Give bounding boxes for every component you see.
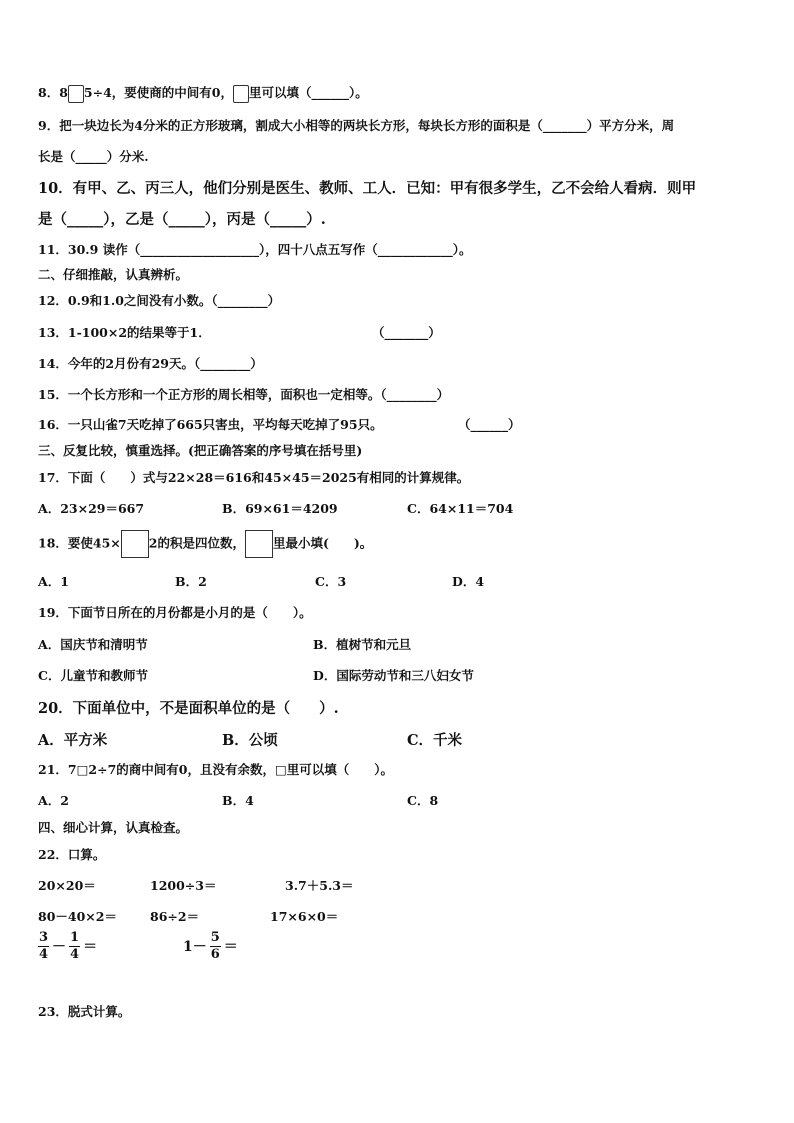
question-16: 16．一只山雀7天吃掉了665只害虫，平均每天吃掉了95只。 [38,417,383,432]
question-15: 15．一个长方形和一个正方形的周长相等，面积也一定相等。（________） [38,387,450,402]
question-20-option-c[interactable]: C．千米 [407,732,463,749]
question-21-option-b[interactable]: B．4 [222,793,254,808]
question-9-line-1: 9．把一块边长为4分米的正方形玻璃，割成大小相等的两块长方形，每块长方形的面积是（_______）平方分米，周 [38,118,675,133]
fraction: $\frac{3}{4}$ [39,930,49,962]
oral-calc-item: 3.7＋5.3＝ [285,878,354,893]
question-19-stem: 19．下面节日所在的月份都是小月的是（ ）。 [38,605,312,620]
oral-calc-item: 80－40×2＝ [38,909,117,924]
fraction: $\frac{5}{6}$ [210,930,220,962]
answer-box[interactable] [245,530,273,558]
section-4-heading: 四、细心计算，认真检查。 [38,820,189,835]
question-20-stem: 20．下面单位中，不是面积单位的是（ ）. [38,700,339,717]
question-18-option-c[interactable]: C．3 [315,574,347,589]
section-3-heading: 三、反复比较，慎重选择。(把正确答案的序号填在括号里) [38,443,363,458]
question-11: 11．30.9 读作（___________________），四十八点五写作（____________）。 [38,242,472,257]
question-18-option-b[interactable]: B．2 [175,574,207,589]
question-18-option-d[interactable]: D．4 [452,574,485,589]
question-19-option-c[interactable]: C．儿童节和教师节 [38,668,148,683]
fraction-expression-1: $\frac{3}{4}$ － $\frac{1}{4}$ ＝ [39,930,98,962]
question-17-stem: 17．下面（ ）式与22×28＝616和45×45＝2025有相同的计算规律。 [38,470,470,485]
answer-box[interactable] [68,85,84,103]
section-2-heading: 二、仔细推敲，认真辨析。 [38,267,189,282]
question-21-option-a[interactable]: A．2 [38,793,69,808]
question-17-option-a[interactable]: A．23×29＝667 [38,501,145,516]
question-16-blank: （______） [458,417,521,432]
fraction-expression-2: 1－ $\frac{5}{6}$ ＝ [183,930,238,962]
question-19-option-a[interactable]: A．国庆节和清明节 [38,637,148,652]
question-19-option-b[interactable]: B．植树节和元旦 [313,637,412,652]
question-22-title: 22．口算。 [38,847,106,862]
answer-box[interactable] [233,85,249,103]
question-13-blank: （_______） [372,325,441,340]
question-8: 8．8 5÷4，要使商的中间有0， 里可以填（______）。 [38,83,368,103]
question-18-stem: 18．要使45× 2的积是四位数， 里最小填( )。 [38,530,372,558]
question-18-option-a[interactable]: A．1 [38,574,69,589]
question-10-line-1: 10．有甲、乙、丙三人，他们分别是医生、教师、工人．已知：甲有很多学生，乙不会给人看病．则甲 [38,180,697,197]
answer-box[interactable] [121,530,149,558]
question-19-option-d[interactable]: D．国际劳动节和三八妇女节 [313,668,474,683]
fraction: $\frac{1}{4}$ [70,930,80,962]
oral-calc-item: 17×6×0＝ [270,909,339,924]
oral-calc-item: 20×20＝ [38,878,96,893]
question-23-title: 23．脱式计算。 [38,1004,131,1019]
question-10-line-2: 是（_____），乙是（_____），丙是（_____）. [38,211,326,228]
question-14: 14．今年的2月份有29天。（________） [38,356,263,371]
oral-calc-item: 1200÷3＝ [150,878,217,893]
question-12: 12．0.9和1.0之间没有小数。（________） [38,293,281,308]
question-9-line-2: 长是（_____）分米. [38,149,149,164]
question-20-option-b[interactable]: B．公顷 [222,732,278,749]
question-21-option-c[interactable]: C．8 [407,793,439,808]
question-17-option-c[interactable]: C．64×11＝704 [407,501,514,516]
question-17-option-b[interactable]: B．69×61＝4209 [222,501,338,516]
question-20-option-a[interactable]: A．平方米 [38,732,108,749]
question-13: 13．1-100×2的结果等于1． [38,325,211,340]
oral-calc-item: 86÷2＝ [150,909,200,924]
question-21-stem: 21．7□2÷7的商中间有0，且没有余数，□里可以填（ ）。 [38,762,394,777]
